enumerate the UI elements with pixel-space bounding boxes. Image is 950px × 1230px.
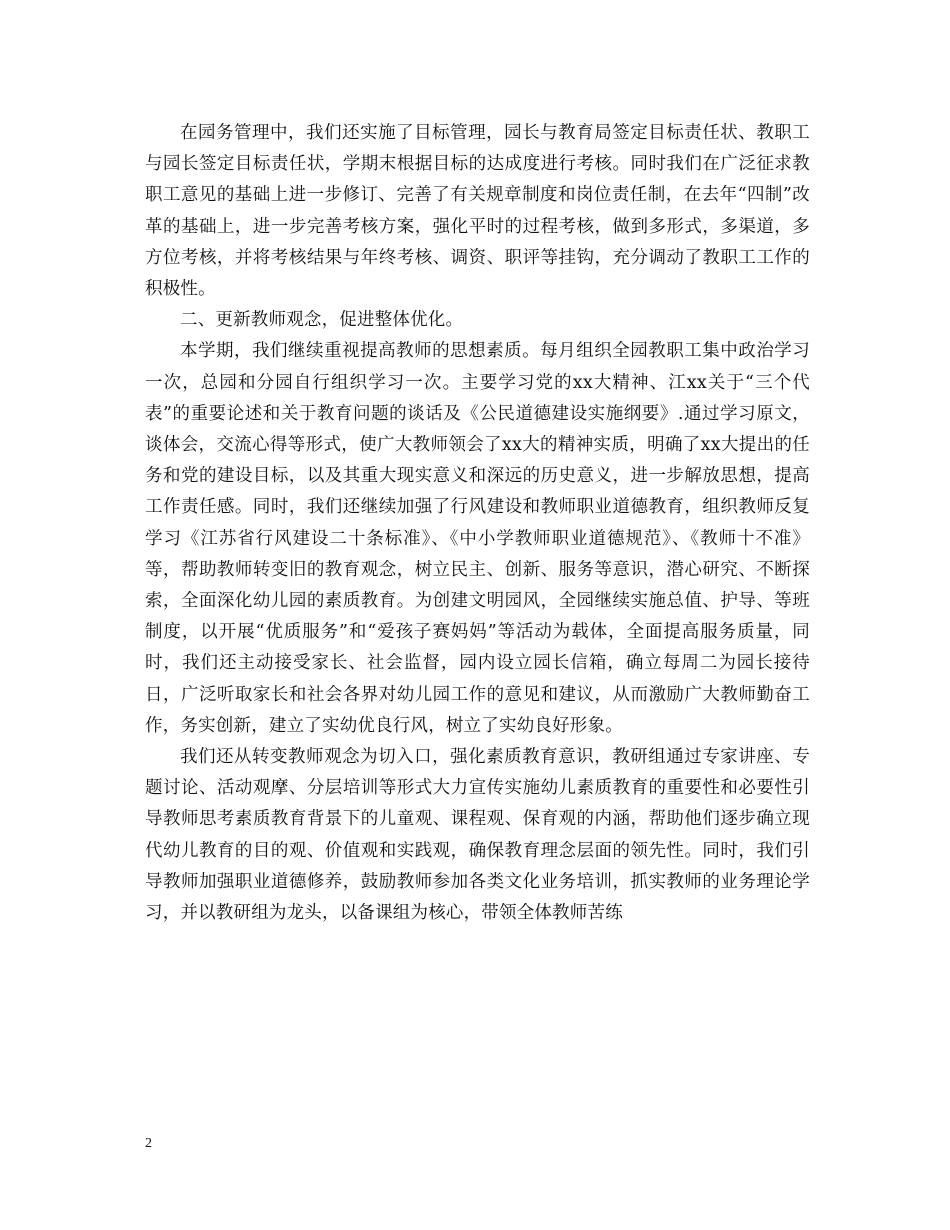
- page-number: 2: [145, 1136, 152, 1151]
- paragraph-target-management: 在园务管理中，我们还实施了目标管理，园长与教育局签定目标责任状、教职工与园长签定目标责任状，学期末根据目标的达成度进行考核。同时我们在广泛征求教职工意见的基础上进一步修订、完善了有关规章制度和岗位责任制，在去年“四制”改革的基础上，进一步完善考核方案，强化平时的过程考核，做到多形式，多渠道，多方位考核，并将考核结果与年终考核、调资、职评等挂钩，充分调动了教职工工作的积极性。: [145, 123, 810, 300]
- body-text: [145, 118, 810, 929]
- paragraph-ideological-quality: 本学期，我们继续重视提高教师的思想素质。每月组织全园教职工集中政治学习一次，总园和分园自行组织学习一次。主要学习党的xx大精神、江xx关于“三个代表”的重要论述和关于教育问题的谈话及《公民道德建设实施纲要》.通过学习原文，谈体会，交流心得等形式，使广大教师领会了xx大的精神实质，明确了xx大提出的任务和党的建设目标，以及其重大现实意义和深远的历史意义，进一步解放思想，提高工作责任感。同时，我们还继续加强了行风建设和教师职业道德教育，组织教师反复学习《江苏省行风建设二十条标准》、《中小学教师职业道德规范》、《教师十不准》等，帮助教师转变旧的教育观念，树立民主、创新、服务等意识，潜心研究、不断探索，全面深化幼儿园的素质教育。为创建文明园风，全园继续实施总值、护导、等班制度，以开展“优质服务”和“爱孩子赛妈妈”等活动为载体，全面提高服务质量，同时，我们还主动接受家长、社会监督，园内设立园长信箱，确立每周二为园长接待日，广泛听取家长和社会各界对幼儿园工作的意见和建议，从而激励广大教师勤奋工作，务实创新，建立了实幼优良行风，树立了实幼良好形象。: [145, 341, 810, 736]
- paragraph-quality-education: 我们还从转变教师观念为切入口，强化素质教育意识，教研组通过专家讲座、专题讨论、活动观摩、分层培训等形式大力宣传实施幼儿素质教育的重要性和必要性引导教师思考素质教育背景下的儿童观、课程观、保育观的内涵，帮助他们逐步确立现代幼儿教育的目的观、价值观和实践观，确保教育理念层面的领先性。同时，我们引导教师加强职业道德修养，鼓励教师参加各类文化业务培训，抓实教师的业务理论学习，并以教研组为龙头，以备课组为核心，带领全体教师苦练: [145, 747, 810, 924]
- section-heading-teacher-concepts: 二、更新教师观念，促进整体优化。: [180, 310, 464, 331]
